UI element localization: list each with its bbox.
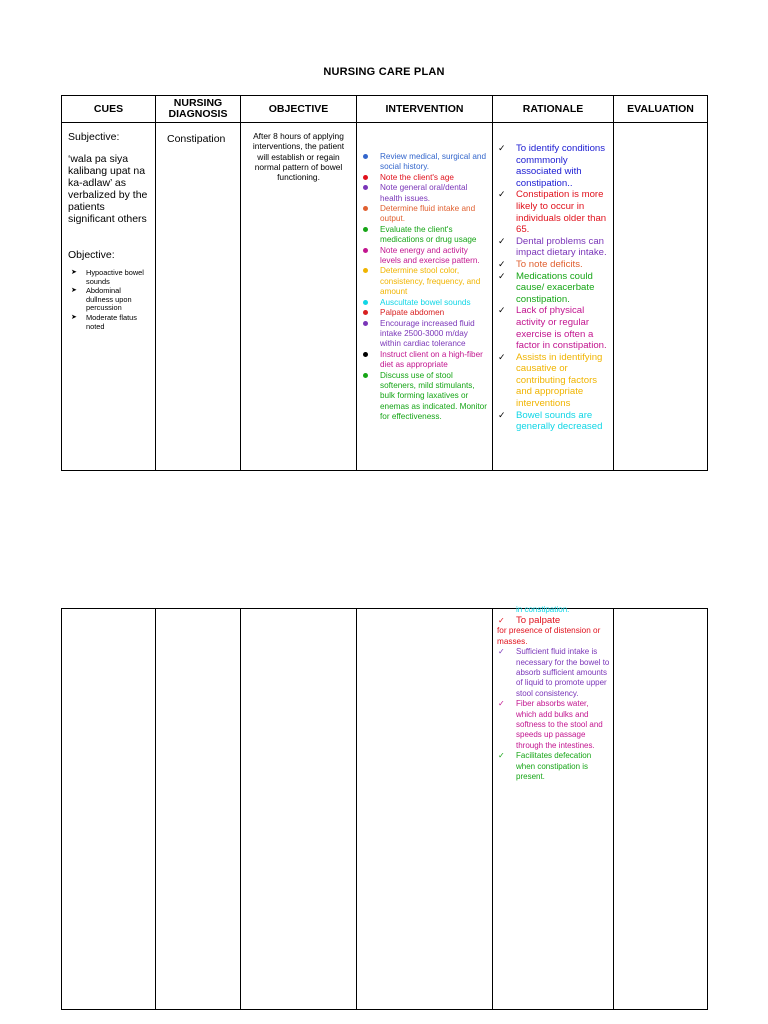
rationale-text: To note deficits. xyxy=(516,258,583,270)
header-evaluation: EVALUATION xyxy=(614,96,708,123)
rationale-text: Dental problems can impact dietary intake. xyxy=(516,235,607,259)
rationale-list-continued xyxy=(493,647,611,782)
rationale-item xyxy=(493,189,611,235)
check-icon: ✓ xyxy=(498,751,505,761)
intervention-text: Auscultate bowel sounds xyxy=(380,297,471,307)
bullet-dot-icon xyxy=(363,300,368,305)
intervention-item xyxy=(357,371,490,423)
rationale-text: To identify conditions commmonly associated with constipation.. xyxy=(516,143,606,189)
intervention-list xyxy=(357,152,490,423)
bullet-dot-icon xyxy=(363,185,368,190)
check-icon: ✓ xyxy=(498,258,506,269)
intervention-text: Palpate abdomen xyxy=(380,308,445,318)
objective-cue-item xyxy=(68,314,149,331)
arrow-bullet-icon: ➤ xyxy=(71,313,77,321)
rationale-item xyxy=(493,143,611,189)
rationale-item xyxy=(493,352,611,410)
intervention-item xyxy=(357,246,490,267)
objective-cell: After 8 hours of applying interventions, the patient will establish or regain normal pattern of bowel functioning. xyxy=(241,123,357,471)
rationale-text: Fiber absorbs water, which add bulks and softness to the stool and speeds up passage through the intestines. xyxy=(516,699,603,750)
check-icon: ✓ xyxy=(498,616,505,626)
objective-cue-text: Moderate flatus noted xyxy=(86,312,137,331)
check-icon: ✓ xyxy=(498,189,506,200)
evaluation-cell xyxy=(614,123,708,471)
rationale-cell-continued xyxy=(493,605,614,1010)
rationale-item xyxy=(493,647,611,699)
check-icon: ✓ xyxy=(498,305,506,316)
palpate-label: To palpate xyxy=(516,615,561,627)
header-cues: CUES xyxy=(62,96,156,123)
diagnosis-cell-continued xyxy=(156,609,241,1010)
check-icon: ✓ xyxy=(498,351,506,362)
check-icon: ✓ xyxy=(498,235,506,246)
header-intervention: INTERVENTION xyxy=(357,96,493,123)
bullet-dot-icon xyxy=(363,268,368,273)
check-icon: ✓ xyxy=(498,699,505,709)
intervention-text: Discuss use of stool softeners, mild stimulants, bulk forming laxatives or enemas as indicated. Monitor for effectiveness. xyxy=(380,370,487,422)
header-diagnosis-line1: NURSING xyxy=(173,97,223,109)
objective-cell-continued xyxy=(241,609,357,1010)
rationale-item xyxy=(493,410,611,433)
intervention-item xyxy=(357,350,490,371)
intervention-text: Note the client's age xyxy=(380,172,454,182)
intervention-text: Note energy and activity levels and exercise pattern. xyxy=(380,245,480,266)
check-icon: ✓ xyxy=(498,270,506,281)
intervention-item xyxy=(357,225,490,246)
intervention-item xyxy=(357,204,490,225)
header-objective: OBJECTIVE xyxy=(241,96,357,123)
document-title: NURSING CARE PLAN xyxy=(323,66,445,78)
objective-cue-item xyxy=(68,269,149,286)
bullet-dot-icon xyxy=(363,248,368,253)
header-diagnosis-line2: DIAGNOSIS xyxy=(168,108,228,120)
objective-cue-item xyxy=(68,287,149,313)
rationale-item xyxy=(493,305,611,351)
intervention-text: Note general oral/dental health issues. xyxy=(380,183,468,203)
intervention-text: Encourage increased fluid intake 2500-3000 m/day within cardiac tolerance xyxy=(380,318,475,349)
intervention-text: Instruct client on a high-fiber diet as appropriate xyxy=(380,349,483,370)
check-icon: ✓ xyxy=(498,647,505,657)
rationale-continuation: in constipation. xyxy=(516,605,570,614)
cues-cell-continued xyxy=(62,609,156,1010)
arrow-bullet-icon: ➤ xyxy=(71,287,77,295)
objective-cue-text: Abdominal dullness upon percussion xyxy=(86,286,132,313)
rationale-item xyxy=(493,236,611,259)
rationale-text: Facilitates defecation when constipation is present. xyxy=(516,751,592,782)
intervention-item xyxy=(357,183,490,204)
check-icon: ✓ xyxy=(498,143,506,153)
rationale-text: Sufficient fluid intake is necessary for the bowel to absorb sufficient amounts of liquid to promote upper stool consistency. xyxy=(516,647,610,698)
palpate-text: for presence of distension or masses. xyxy=(497,626,601,646)
cues-cell xyxy=(62,123,156,471)
bullet-dot-icon xyxy=(363,175,368,180)
intervention-item xyxy=(357,266,490,297)
rationale-text: Assists in identifying causative or contributing factors and appropriate interventions xyxy=(516,351,603,410)
header-rationale: RATIONALE xyxy=(493,96,614,123)
bullet-dot-icon xyxy=(363,154,368,159)
bullet-dot-icon xyxy=(363,321,368,326)
objective-label: Objective: xyxy=(68,249,115,261)
objective-cue-text: Hypoactive bowel sounds xyxy=(86,268,144,286)
bullet-dot-icon xyxy=(363,227,368,232)
rationale-item xyxy=(493,271,611,306)
rationale-text: Lack of physical activity or regular exercise is often a factor in constipation. xyxy=(516,305,607,352)
care-plan-table-continued xyxy=(61,605,708,1010)
intervention-item xyxy=(357,298,490,308)
rationale-list xyxy=(493,143,611,433)
bullet-dot-icon xyxy=(363,206,368,211)
arrow-bullet-icon: ➤ xyxy=(71,269,77,276)
rationale-text: Bowel sounds are generally decreased xyxy=(516,409,603,433)
care-plan-table xyxy=(61,95,708,471)
intervention-cell xyxy=(357,123,493,471)
intervention-item xyxy=(357,173,490,183)
check-icon: ✓ xyxy=(498,409,506,420)
rationale-text: Medications could cause/ exacerbate constipation. xyxy=(516,270,595,305)
rationale-item xyxy=(493,259,611,271)
intervention-text: Review medical, surgical and social history. xyxy=(380,152,487,172)
rationale-item xyxy=(493,699,611,751)
intervention-item xyxy=(357,319,490,350)
diagnosis-cell: Constipation xyxy=(156,123,241,471)
intervention-text: Determine fluid intake and output. xyxy=(380,204,476,224)
intervention-item xyxy=(357,152,490,173)
subjective-label: Subjective: xyxy=(68,131,120,143)
evaluation-cell-continued xyxy=(614,609,708,1010)
intervention-cell-continued xyxy=(357,609,493,1010)
header-diagnosis xyxy=(156,96,241,123)
intervention-text: Evaluate the client's medications or drug usage xyxy=(380,224,477,245)
rationale-cell xyxy=(493,123,614,471)
rationale-text: Constipation is more likely to occur in individuals older than 65. xyxy=(516,189,607,236)
objective-cues-list xyxy=(68,269,149,331)
intervention-item xyxy=(357,308,490,318)
intervention-text: Determine stool color, consistency, frequency, and amount xyxy=(380,266,481,297)
bullet-dot-icon xyxy=(363,310,368,315)
rationale-item xyxy=(493,751,611,782)
bullet-dot-icon xyxy=(363,352,368,357)
rationale-item-palpate xyxy=(493,615,611,626)
bullet-dot-icon xyxy=(363,373,368,378)
subjective-text: ‘wala pa siya kalibang upat na ka-adlaw’ as verbalized by the patients significant others xyxy=(68,153,148,225)
